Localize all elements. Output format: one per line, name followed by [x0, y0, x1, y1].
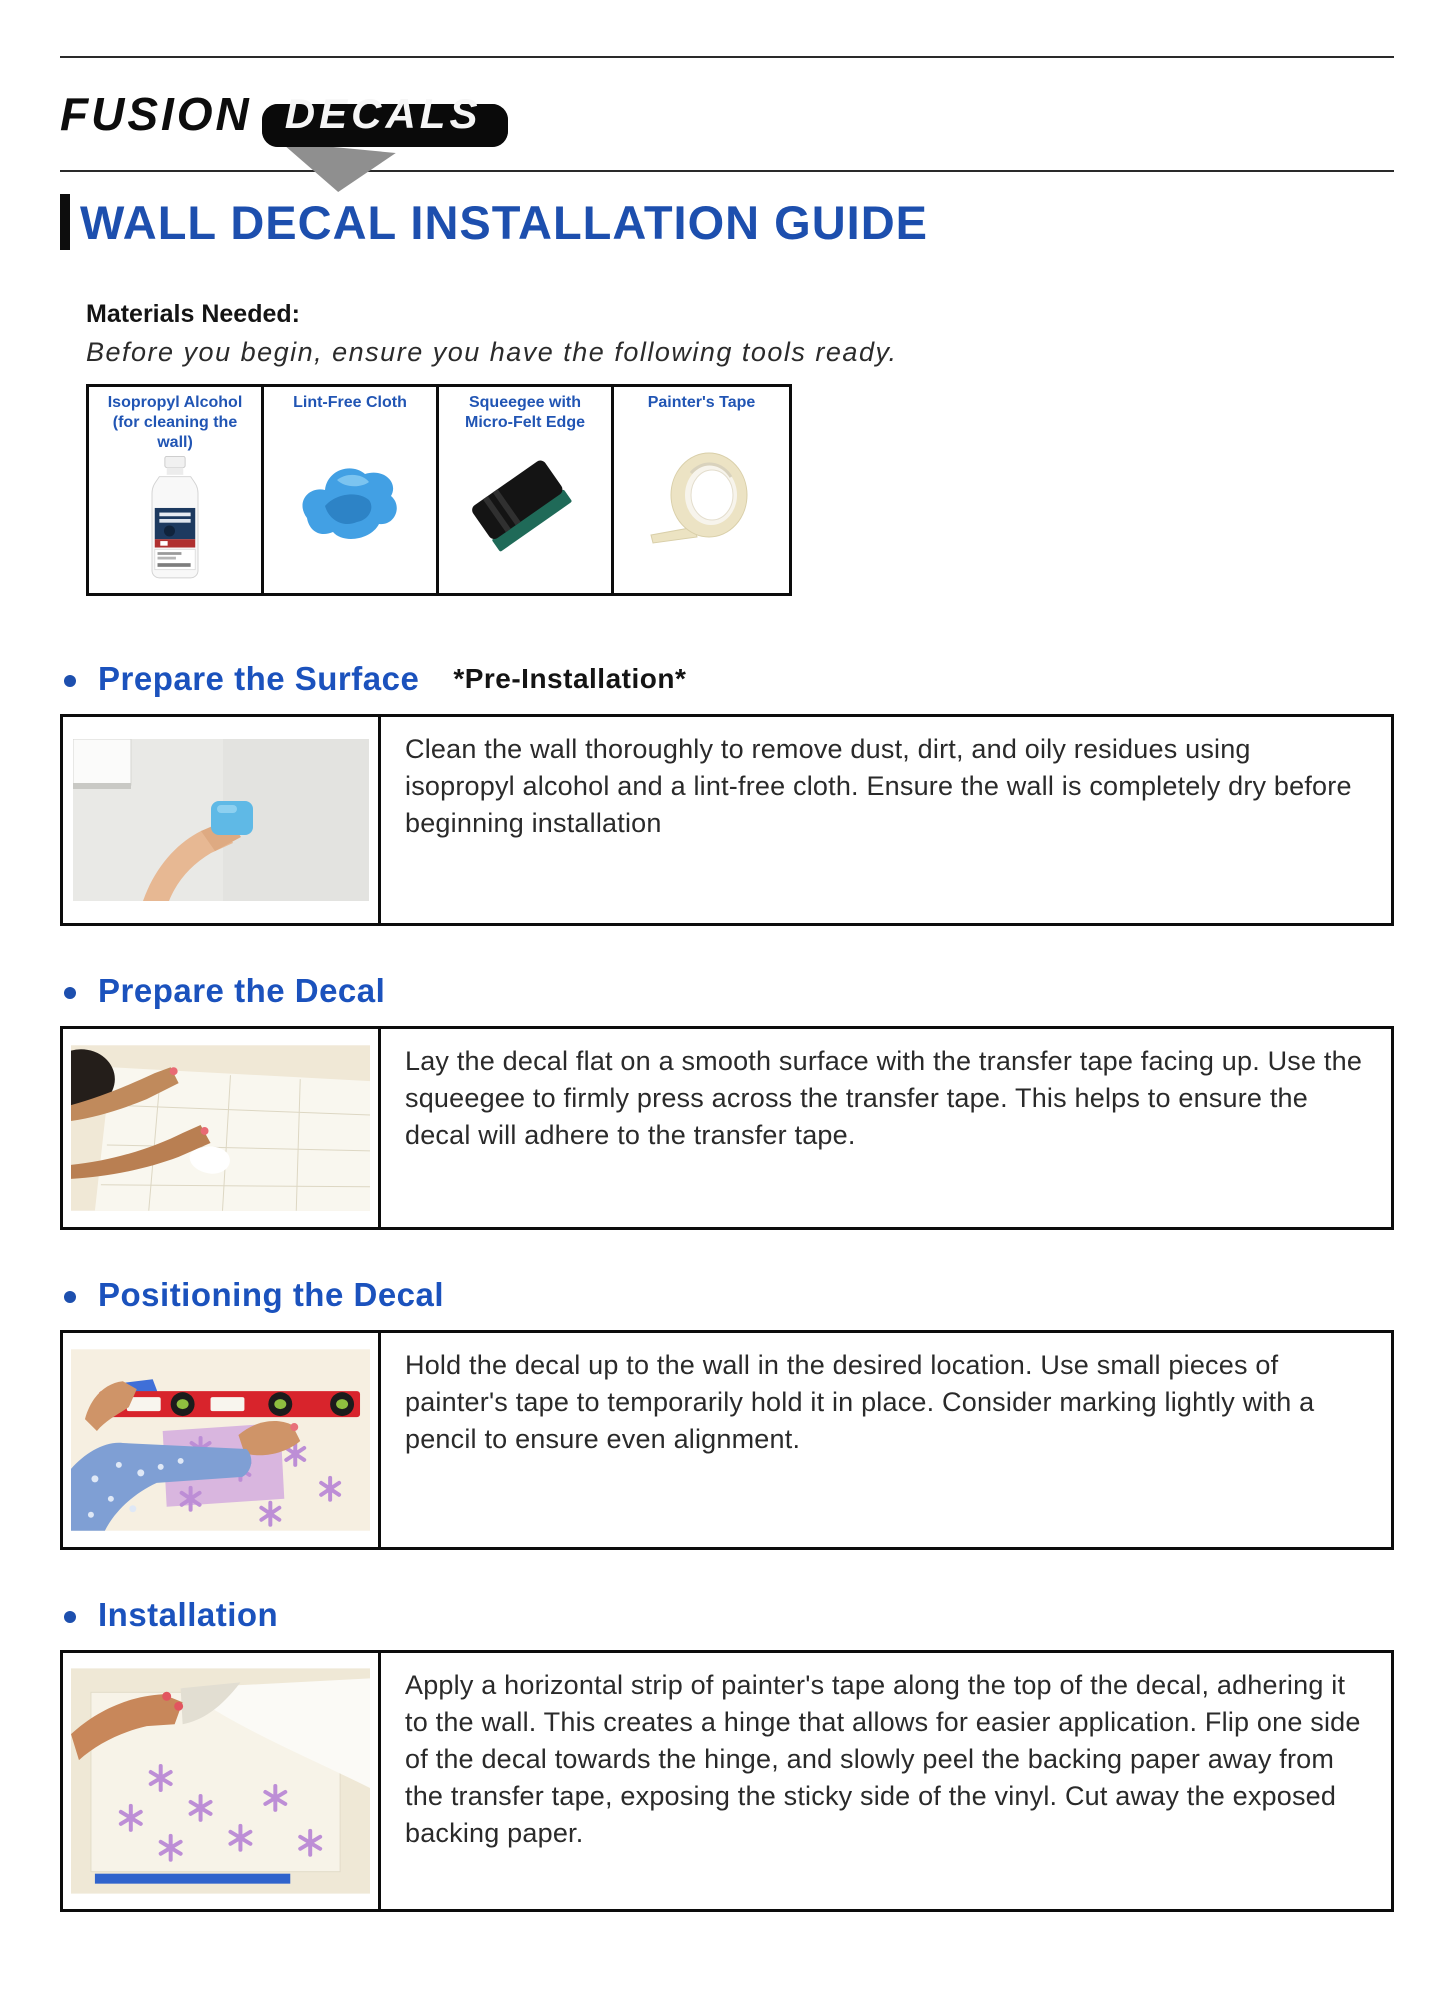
materials-table: [86, 384, 792, 596]
title-accent-bar: [60, 194, 70, 250]
materials-heading: Materials Needed:: [86, 300, 300, 328]
step-text: Apply a horizontal strip of painter's tape along the top of the decal, adhering it to the wall. This creates a hinge that allows for easier application. Flip one side of the decal towards the hinge, and slowly peel the backing paper away from the transfer tape, exposing the sticky side of the vinyl. Cut away the exposed backing paper.: [405, 1670, 1361, 1848]
section-heading-installation: [60, 1596, 1394, 1634]
squeegee-icon: [460, 453, 590, 565]
material-cell-tape: [614, 387, 789, 593]
blue-cloth-icon: [285, 444, 415, 554]
page-title: WALL DECAL INSTALLATION GUIDE: [80, 195, 928, 249]
step-text: Hold the decal up to the wall in the desired location. Use small pieces of painter's tape to temporarily hold it in place. Consider marking lightly with a pencil to ensure even alignment.: [405, 1350, 1315, 1454]
step-box-positioning-decal: [60, 1330, 1394, 1550]
section-title: Prepare the Surface: [98, 660, 420, 697]
section-heading-prepare-decal: [60, 972, 1394, 1010]
section-title: Positioning the Decal: [98, 1276, 445, 1313]
logo-decals-text: DECALS: [284, 90, 482, 137]
bullet-icon: [64, 987, 76, 999]
material-label: Painter's Tape: [647, 394, 756, 411]
section-title: Installation: [98, 1596, 279, 1633]
material-label: Lint-Free Cloth: [293, 394, 407, 411]
logo-badge: [262, 90, 509, 138]
step-box-installation: [60, 1650, 1394, 1912]
brand-logo: [60, 58, 1394, 170]
material-label: Squeegee with Micro-Felt Edge: [464, 394, 585, 431]
step-box-prepare-surface: [60, 714, 1394, 926]
isopropyl-alcohol-bottle-icon: [129, 453, 221, 585]
section-heading-positioning-decal: [60, 1276, 1394, 1314]
step-text: Lay the decal flat on a smooth surface with the transfer tape facing up. Use the squeegee to firmly press across the transfer tape. This helps to ensure the decal will adhere to the transfer tape.: [405, 1046, 1363, 1150]
hand-wiping-wall-photo: [73, 739, 369, 901]
material-cell-isopropyl: [89, 387, 264, 593]
pre-installation-note: *Pre-Installation*: [453, 663, 687, 694]
material-cell-squeegee: [439, 387, 614, 593]
bullet-icon: [64, 1291, 76, 1303]
logo-bottom-rule: [60, 170, 1394, 172]
level-on-wall-photo: [71, 1349, 370, 1531]
logo-peel-shape: [276, 142, 396, 192]
step-box-prepare-decal: [60, 1026, 1394, 1230]
section-title: Prepare the Decal: [98, 972, 386, 1009]
bullet-icon: [64, 675, 76, 687]
section-heading-prepare-surface: [60, 660, 1394, 698]
blue-tape-strip: [95, 1874, 290, 1884]
painters-tape-icon: [637, 443, 767, 555]
material-cell-cloth: [264, 387, 439, 593]
page-title-row: [60, 194, 1394, 250]
material-label: Isopropyl Alcohol (for cleaning the wall): [107, 394, 243, 451]
step-text: Clean the wall thoroughly to remove dust, dirt, and oily residues using isopropyl alcohol and a lint-free cloth. Ensure the wall is completely dry before beginning installation: [405, 734, 1352, 838]
pressing-decal-flat-photo: [71, 1045, 370, 1211]
materials-subheading: Before you begin, ensure you have the following tools ready.: [86, 337, 898, 367]
bullet-icon: [64, 1611, 76, 1623]
logo-fusion-text: FUSION: [60, 88, 252, 140]
document-page: [0, 56, 1454, 2000]
peeling-backing-paper-photo: [71, 1668, 370, 1894]
